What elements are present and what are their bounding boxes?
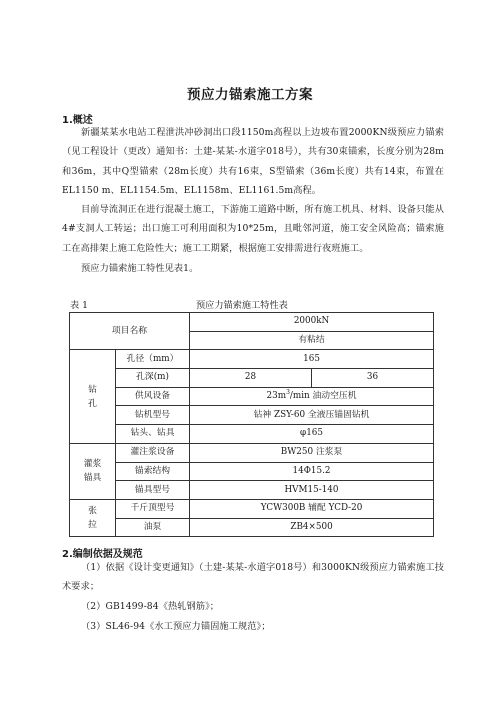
table-row xyxy=(70,425,434,444)
row-value: ZB4×500 xyxy=(190,518,434,537)
group-tension-char: 拉 xyxy=(88,520,97,531)
group-grout-line: 锚具 xyxy=(83,473,102,484)
table-row xyxy=(70,313,434,332)
table-row xyxy=(70,481,434,500)
air-value-sup: 3 xyxy=(286,389,290,397)
row-label: 孔径（mm） xyxy=(116,350,190,369)
row-value xyxy=(190,387,434,406)
row-label: 孔深(m) xyxy=(116,369,190,388)
row-value: 165 xyxy=(190,350,434,369)
group-drill-char: 孔 xyxy=(88,398,97,409)
row-value: φ165 xyxy=(190,425,434,444)
table-caption: 预应力锚索施工特性表 xyxy=(196,300,288,311)
table-row xyxy=(70,387,434,406)
group-drill-cell xyxy=(70,350,116,443)
reference-1: （1）依据《设计变更通知》（土建-某某-水道字018号）和3000KN级预应力锚索施工技术要求； xyxy=(62,562,444,593)
paragraph-overview-3: 预应力锚索施工特性见表1。 xyxy=(81,263,199,274)
row-label: 千斤顶型号 xyxy=(116,499,190,518)
section-heading-basis: 2.编制依据及规范 xyxy=(62,549,143,560)
row-label: 钻机型号 xyxy=(116,406,190,425)
header-value-cell: 2000kN xyxy=(190,313,434,332)
reference-3: （3）SL46-94《水工预应力锚固施工规范》； xyxy=(81,621,271,632)
group-tension-cell xyxy=(70,499,116,536)
paragraph-overview-1: 新疆某某水电站工程泄洪冲砂洞出口段1150m高程以上边坡布置2000KN级预应力锚索（见工程设计（更改）通知书：土建-某某-水道字018号），共有30束锚索，长度分别为28m和36m，其中Q型锚索（28m长度）共有16束，S型锚索（36m长度）共有14束，布置在EL1150 m、EL1154.5m、EL1158m、EL1161.5m高程。 xyxy=(62,127,444,197)
row-value: 36 xyxy=(312,369,434,388)
table-row xyxy=(70,499,434,518)
row-value: HVM15-140 xyxy=(190,481,434,500)
group-tension-char: 张 xyxy=(88,506,97,517)
group-drill-char: 钻 xyxy=(88,384,97,395)
table-row xyxy=(70,462,434,481)
row-label: 供风设备 xyxy=(116,387,190,406)
table-row xyxy=(70,369,434,388)
row-value: 钻神 ZSY-60 全液压锚固钻机 xyxy=(190,406,434,425)
paragraph-overview-2: 目前导流洞正在进行混凝土施工，下游施工道路中断，所有施工机具、材料、设备只能从4#支洞人工转运；出口施工可利用面积为10*25m，且毗邻河道，施工安全风险高；锚索施工在高排架上施工危险性大；施工工期紧，根据施工安排需进行夜班施工。 xyxy=(62,204,444,254)
group-grout-line: 灌浆 xyxy=(83,459,102,470)
table-row xyxy=(70,443,434,462)
row-label: 钻头、钻具 xyxy=(116,425,190,444)
row-value: YCW300B 辅配 YCD-20 xyxy=(190,499,434,518)
row-label: 锚具型号 xyxy=(116,481,190,500)
row-label: 锚索结构 xyxy=(116,462,190,481)
reference-2: （2）GB1499-84《热轧钢筋》； xyxy=(81,601,220,612)
section-heading-overview: 1.概述 xyxy=(62,115,93,126)
air-value-post: /min 油动空压机 xyxy=(289,391,357,402)
table-row xyxy=(70,350,434,369)
table-row xyxy=(70,406,434,425)
group-grout-cell xyxy=(70,443,116,499)
header-item-cell: 项目名称 xyxy=(70,313,190,350)
header-value-cell: 有粘结 xyxy=(190,331,434,350)
row-label: 灌注浆设备 xyxy=(116,443,190,462)
row-label: 油泵 xyxy=(116,518,190,537)
row-value: 28 xyxy=(190,369,312,388)
table-label: 表 1 xyxy=(70,300,88,311)
row-value: BW250 注浆泵 xyxy=(190,443,434,462)
air-value-pre: 23m xyxy=(266,391,287,402)
characteristics-table xyxy=(69,312,434,537)
table-row xyxy=(70,518,434,537)
page-title: 预应力锚索施工方案 xyxy=(187,87,313,103)
row-value: 14Φ15.2 xyxy=(190,462,434,481)
